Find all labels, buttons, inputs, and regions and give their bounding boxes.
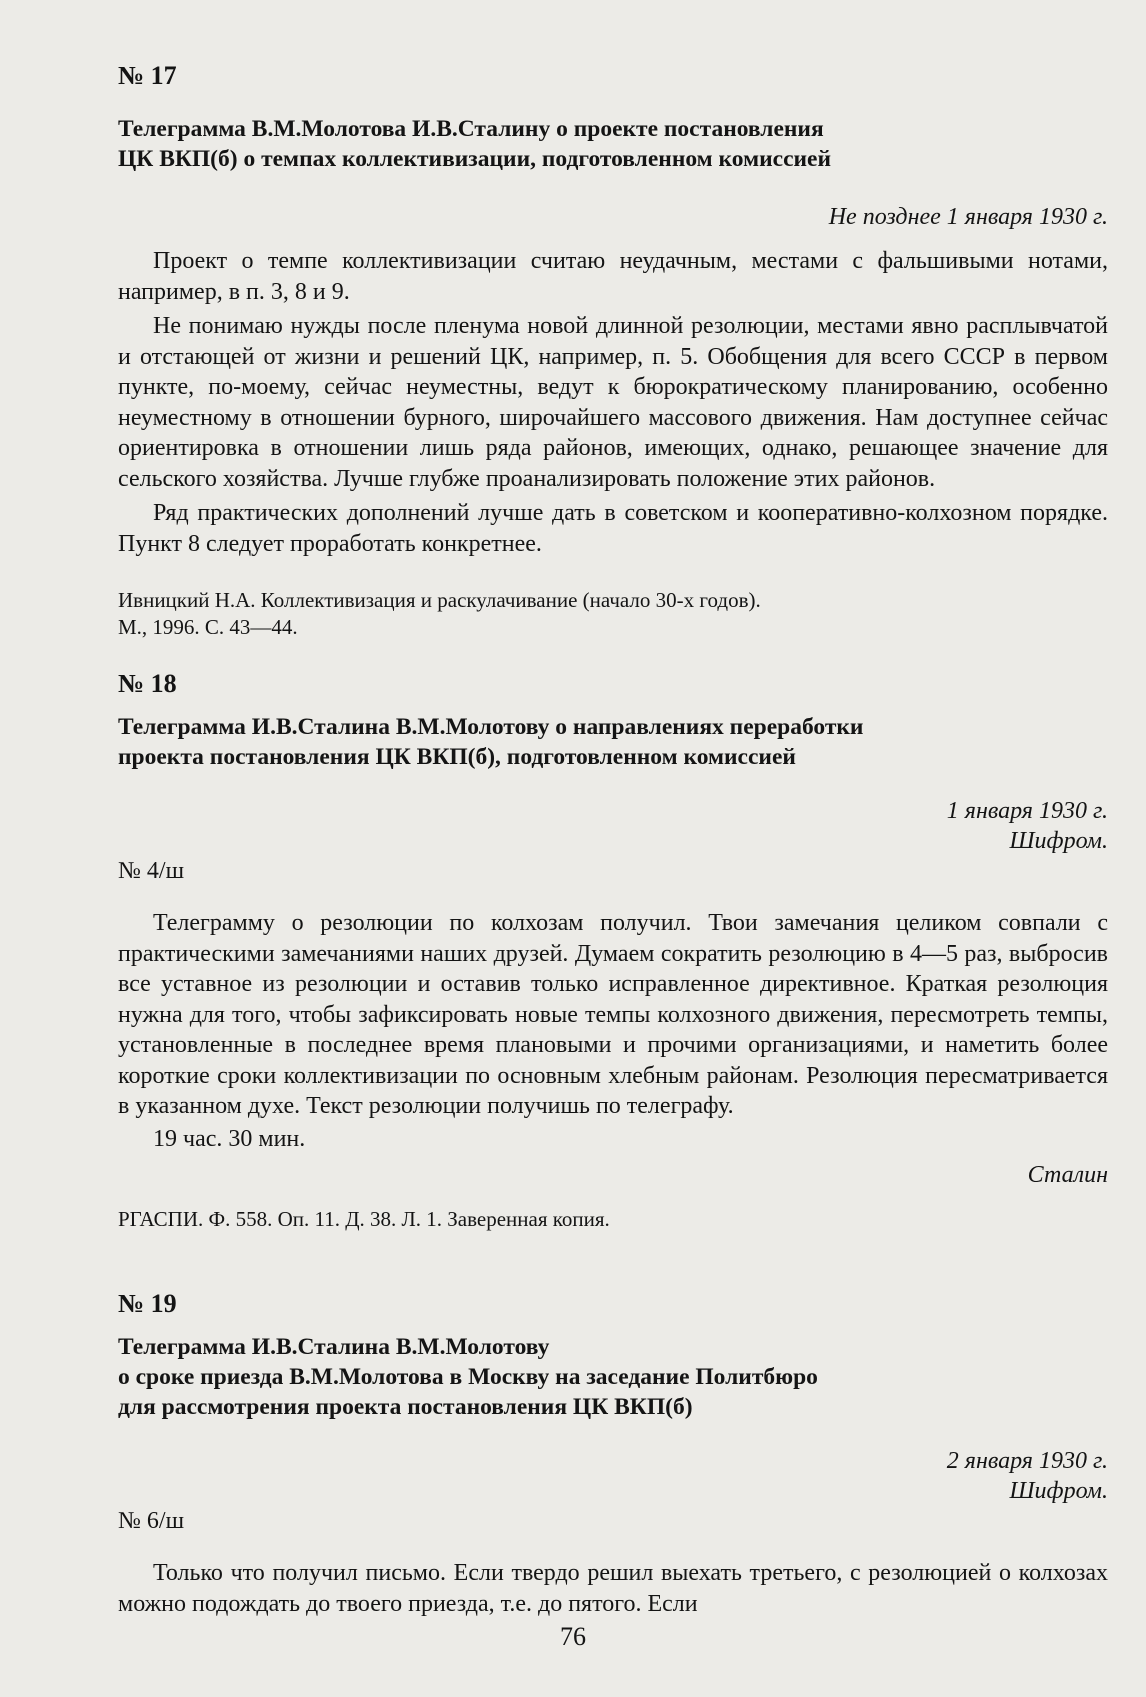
paragraph: Не понимаю нужды после пленума новой длинной резолюции, местами явно расплывчатой и отстающей от жизни и решений ЦК, например, п. 5. Обобщения для всего СССР в первом пункте, по-моему, сейчас неуместны, ведут к бюрократическому планированию, особенно неуместному в отношении бурного, широчайшего массового движения. Нам доступнее сейчас ориентировка в отношении лишь ряда районов, имеющих, однако, решающее значение для сельского хозяйства. Лучше глубже проанализировать положение этих районов. — [118, 313, 1108, 492]
paragraph: Проект о темпе коллективизации считаю неудачным, местами с фальшивыми нотами, например, в п. 3, 8 и 9. — [118, 248, 1108, 305]
document-number: № 19 — [118, 1289, 177, 1318]
title-line: для рассмотрения проекта постановления ЦК ВКП(б) — [118, 1394, 693, 1420]
title-line: о сроке приезда В.М.Молотова в Москву на заседание Политбюро — [118, 1364, 818, 1390]
paragraph: Ряд практических дополнений лучше дать в советском и кооперативно-колхозном порядке. Пункт 8 следует проработать конкретнее. — [118, 500, 1108, 557]
cipher-note: Шифром. — [1009, 828, 1108, 854]
source-line: М., 1996. С. 43—44. — [118, 615, 298, 639]
document-date: 2 января 1930 г. — [946, 1448, 1108, 1474]
source-reference: РГАСПИ. Ф. 558. Оп. 11. Д. 38. Л. 1. Заверенная копия. — [118, 1207, 610, 1231]
time-note: 19 час. 30 мин. — [153, 1125, 306, 1152]
document-date: Не позднее 1 января 1930 г. — [828, 204, 1108, 230]
document-19 — [118, 1288, 1108, 1619]
cipher-number: № 4/ш — [118, 858, 185, 884]
document-date: 1 января 1930 г. — [946, 798, 1108, 824]
cipher-number: № 6/ш — [118, 1508, 185, 1534]
paragraph: Телеграмму о резолюции по колхозам получил. Твои замечания целиком совпали с практическими замечаниями наших друзей. Думаем сократить резолюцию в 4—5 раз, выбросив все уставное из резолюции и оставив только исправленное директивное. Краткая резолюция нужна для того, чтобы зафиксировать новые темпы колхозного движения, пересмотреть темпы, установленные в последнее время плановыми и прочими организациями, и наметить более короткие сроки коллективизации по основным хлебным районам. Резолюция пересматривается в указанном духе. Текст резолюции получишь по телеграфу. — [118, 910, 1108, 1119]
title-line: ЦК ВКП(б) о темпах коллективизации, подготовленном комиссией — [118, 146, 832, 172]
title-line: Телеграмма В.М.Молотова И.В.Сталину о проекте постановления — [118, 116, 824, 142]
signature: Сталин — [1027, 1162, 1108, 1188]
document-17 — [118, 60, 1108, 641]
document-18 — [118, 668, 1108, 1233]
page-number: 76 — [560, 1622, 586, 1651]
title-line: проекта постановления ЦК ВКП(б), подготовленном комиссией — [118, 744, 796, 770]
title-line: Телеграмма И.В.Сталина В.М.Молотову о направлениях переработки — [118, 714, 864, 740]
document-title — [118, 712, 1108, 772]
title-line: Телеграмма И.В.Сталина В.М.Молотову — [118, 1334, 550, 1360]
document-number: № 18 — [118, 669, 177, 698]
source-reference — [118, 587, 1108, 641]
paragraph: Только что получил письмо. Если твердо решил выехать третьего, с резолюцией о колхозах можно подождать до твоего приезда, т.е. до пятого. Если — [118, 1560, 1108, 1617]
cipher-note: Шифром. — [1009, 1478, 1108, 1504]
document-title — [118, 114, 1108, 174]
document-title — [118, 1332, 1108, 1422]
document-number: № 17 — [118, 61, 177, 90]
source-line: Ивницкий Н.А. Коллективизация и раскулачивание (начало 30-х годов). — [118, 588, 761, 612]
